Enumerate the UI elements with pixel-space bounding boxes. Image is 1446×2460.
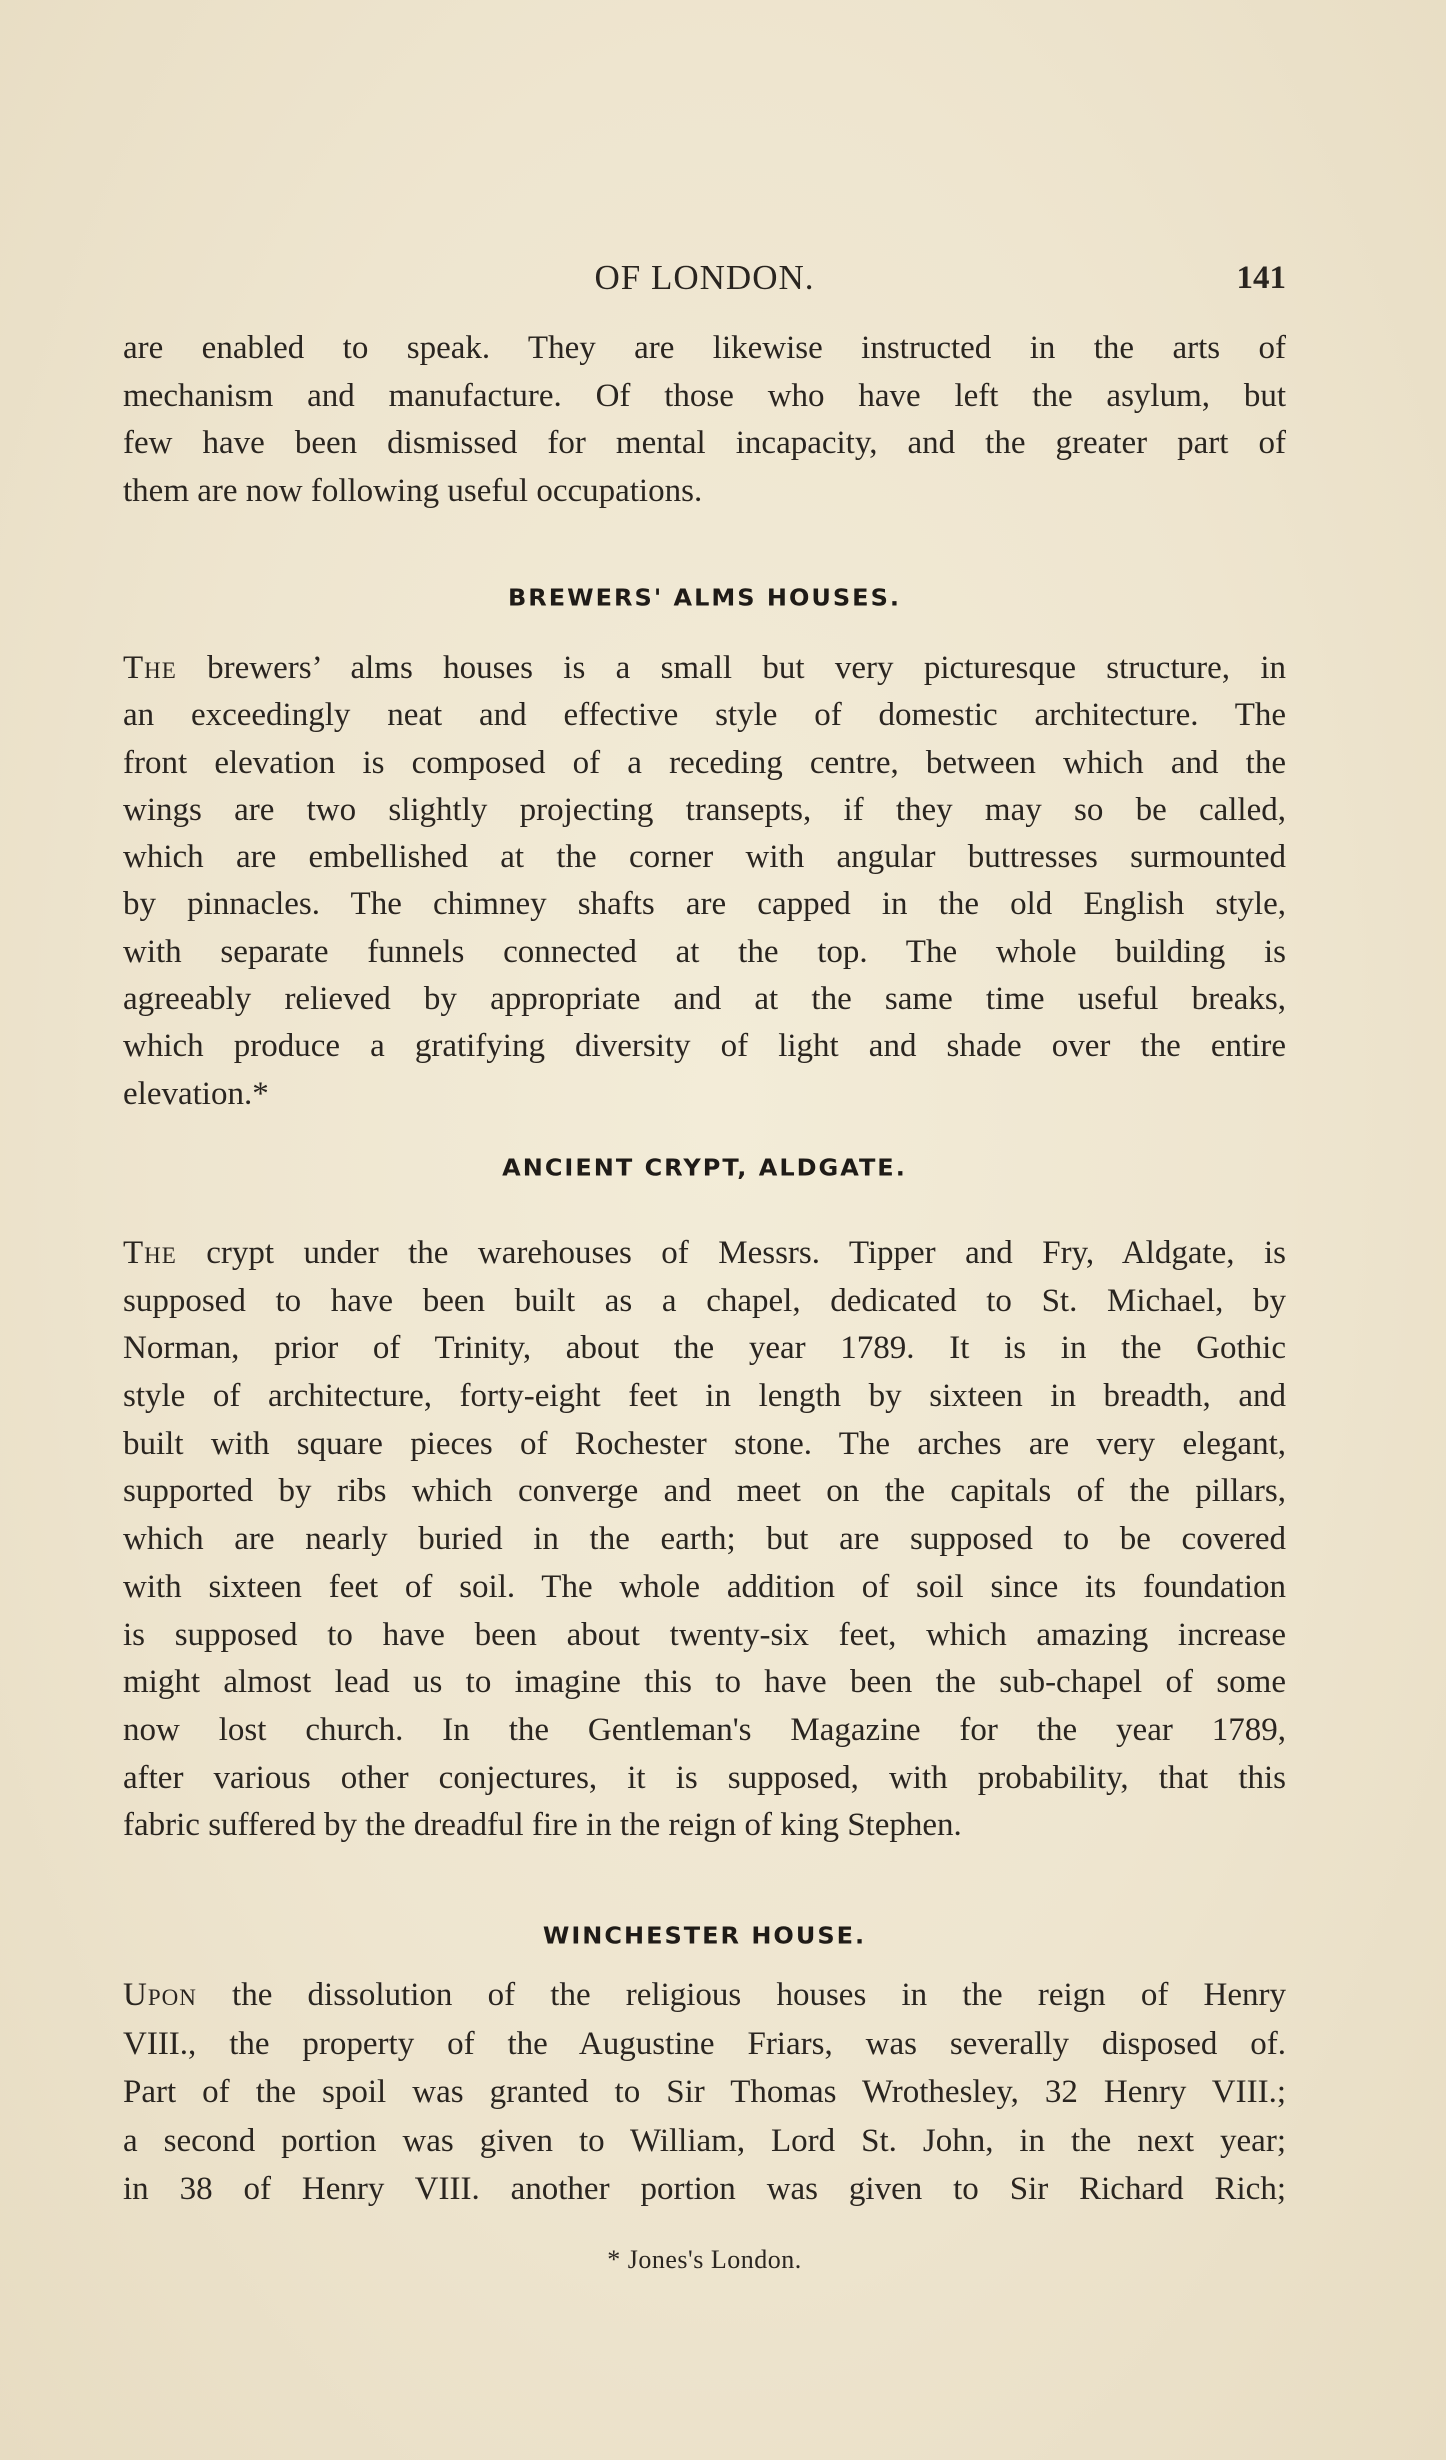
page-header bbox=[123, 258, 1286, 298]
footnote: * Jones's London. bbox=[607, 2245, 802, 2274]
text-line: them are now following useful occupations. bbox=[123, 472, 703, 509]
section-heading-winchester: WINCHESTER HOUSE. bbox=[542, 1922, 867, 1950]
text-line: an exceedingly neat and effective style of domestic architecture. The bbox=[123, 697, 1286, 734]
text-line: in 38 of Henry VIII. another portion was given to Sir Richard Rich; bbox=[123, 2171, 1286, 2207]
text-line: which are embellished at the corner with angular buttresses surmounted bbox=[123, 839, 1286, 876]
brewers-paragraph bbox=[123, 645, 1286, 1118]
text-line: which are nearly buried in the earth; but are supposed to be covered bbox=[123, 1521, 1286, 1558]
text-line: The brewers’ alms houses is a small but very picturesque structure, in bbox=[123, 650, 1286, 686]
text-line: now lost church. In the Gentleman's Magazine for the year 1789, bbox=[123, 1711, 1286, 1748]
intro-paragraph bbox=[123, 325, 1286, 515]
text-line: by pinnacles. The chimney shafts are capped in the old English style, bbox=[123, 886, 1286, 923]
text-line: few have been dismissed for mental incapacity, and the greater part of bbox=[123, 425, 1286, 461]
lead-word: The bbox=[123, 650, 177, 686]
text-line: VIII., the property of the Augustine Friars, was severally disposed of. bbox=[123, 2025, 1286, 2062]
text-line: wings are two slightly projecting transepts, if they may so be called, bbox=[123, 791, 1286, 828]
text-line: which produce a gratifying diversity of light and shade over the entire bbox=[123, 1028, 1286, 1065]
text-line: might almost lead us to imagine this to have been the sub-chapel of some bbox=[123, 1664, 1286, 1701]
text-line: elevation.* bbox=[123, 1075, 269, 1112]
text-line: Part of the spoil was granted to Sir Thomas Wrothesley, 32 Henry VIII.; bbox=[123, 2074, 1286, 2110]
page-number: 141 bbox=[1236, 260, 1286, 296]
text-line: after various other conjectures, it is supposed, with probability, that this bbox=[123, 1759, 1286, 1796]
text-line: a second portion was given to William, Lord St. John, in the next year; bbox=[123, 2122, 1286, 2159]
crypt-paragraph bbox=[123, 1230, 1286, 1850]
lead-word: The bbox=[123, 1235, 177, 1271]
text-line: is supposed to have been about twenty-six feet, which amazing increase bbox=[123, 1616, 1286, 1653]
text-line: style of architecture, forty-eight feet in length by sixteen in breadth, and bbox=[123, 1378, 1286, 1415]
winchester-paragraph bbox=[123, 1971, 1286, 2214]
text-line: agreeably relieved by appropriate and at the same time useful breaks, bbox=[123, 981, 1286, 1018]
text-line: Norman, prior of Trinity, about the year 1789. It is in the Gothic bbox=[123, 1330, 1286, 1367]
running-head: OF LONDON. bbox=[594, 258, 815, 297]
lead-word: Upon bbox=[123, 1977, 197, 2013]
text-line: with separate funnels connected at the top. The whole building is bbox=[123, 933, 1286, 970]
text-line: with sixteen feet of soil. The whole addition of soil since its foundation bbox=[123, 1568, 1286, 1605]
text-line: mechanism and manufacture. Of those who have left the asylum, but bbox=[123, 377, 1286, 414]
text-line: built with square pieces of Rochester stone. The arches are very elegant, bbox=[123, 1425, 1286, 1462]
text-line: front elevation is composed of a receding centre, between which and the bbox=[123, 744, 1286, 781]
text-line: supposed to have been built as a chapel, dedicated to St. Michael, by bbox=[123, 1282, 1286, 1319]
text-line: The crypt under the warehouses of Messrs. Tipper and Fry, Aldgate, is bbox=[123, 1235, 1286, 1271]
section-heading-brewers: BREWERS' ALMS HOUSES. bbox=[508, 584, 901, 612]
section-heading-crypt: ANCIENT CRYPT, ALDGATE. bbox=[502, 1154, 907, 1182]
text-line: supported by ribs which converge and meet on the capitals of the pillars, bbox=[123, 1473, 1286, 1510]
text-line: fabric suffered by the dreadful fire in the reign of king Stephen. bbox=[123, 1807, 962, 1844]
text-line: are enabled to speak. They are likewise instructed in the arts of bbox=[123, 330, 1286, 366]
text-line: Upon the dissolution of the religious houses in the reign of Henry bbox=[123, 1977, 1286, 2013]
